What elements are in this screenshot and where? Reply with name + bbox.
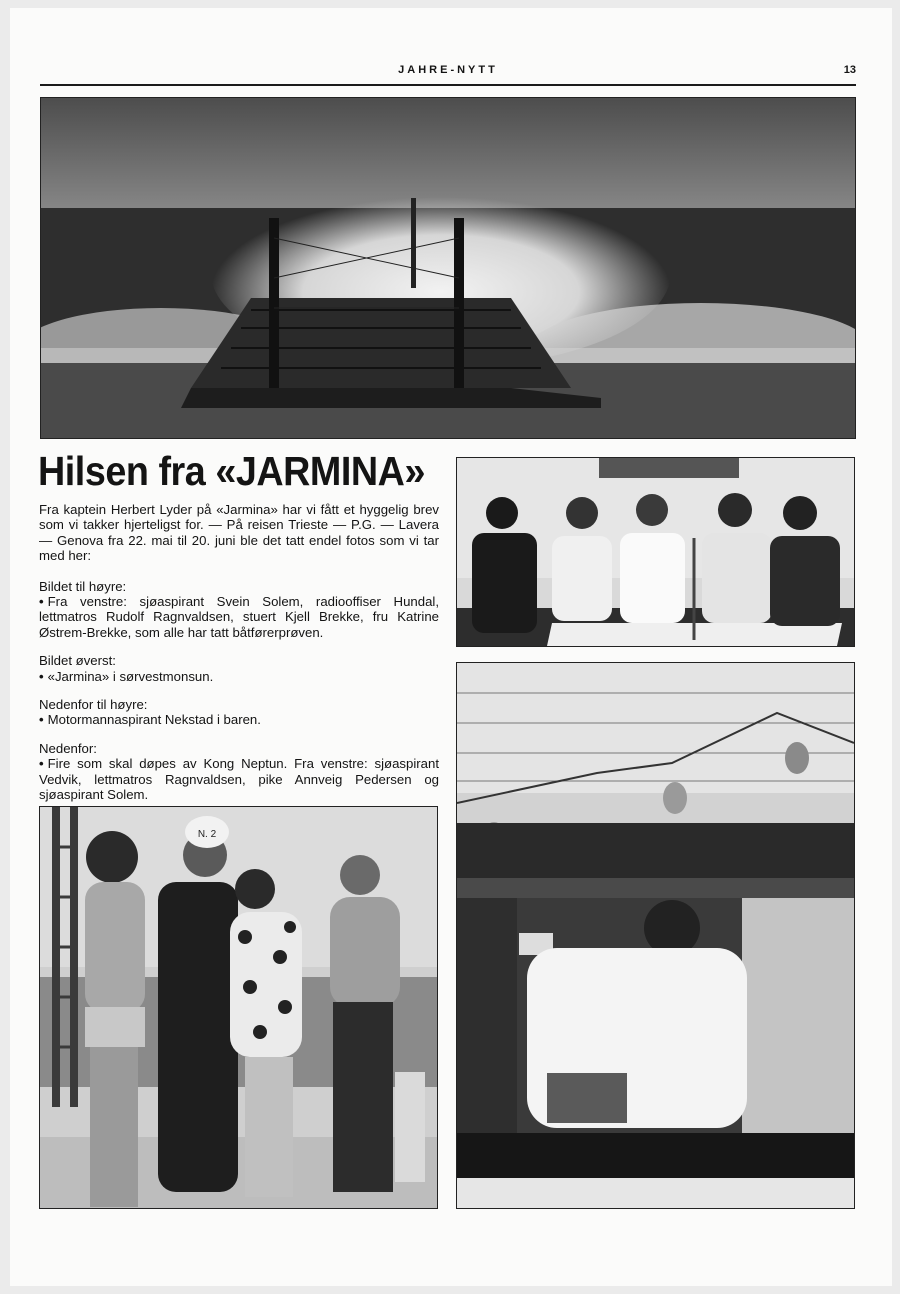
bullet-icon: • <box>39 712 44 728</box>
article-body <box>39 502 439 816</box>
caption-heading: Nedenfor til høyre: <box>39 697 148 713</box>
article-headline: Hilsen fra «JARMINA» <box>38 448 425 494</box>
caption-text: • «Jarmina» i sørvestmonsun. <box>39 668 214 684</box>
caption-heading: Nedenfor: <box>39 740 97 756</box>
bullet-icon: • <box>39 594 44 610</box>
page-number: 13 <box>843 64 856 76</box>
caption-photo-bottom-right <box>39 697 439 728</box>
helmet-text: N. 2 <box>197 829 217 840</box>
journal-name: JAHRE-NYTT <box>398 64 498 76</box>
caption-heading: Bildet til høyre: <box>39 578 127 594</box>
caption-photo-right <box>39 579 439 641</box>
bullet-icon: • <box>39 668 44 684</box>
bartender-photo <box>456 662 855 1209</box>
caption-heading: Bildet øverst: <box>39 653 116 669</box>
running-header <box>40 64 856 86</box>
bullet-icon: • <box>39 756 44 772</box>
caption-photo-top <box>39 653 439 684</box>
tanker-in-monsoon-photo <box>40 97 856 439</box>
caption-text: • Fra venstre: sjøaspirant Svein Solem, radiooffiser Hundal, lettmatros Rudolf Ragnvaldsen, stuert Kjell Brekke, fru Katrine Østrem-Brekke, som alle har tatt båtførerprøven. <box>39 594 439 640</box>
crew-group-photo <box>456 457 855 647</box>
neptune-baptism-photo <box>39 806 438 1209</box>
article-intro: Fra kaptein Herbert Lyder på «Jarmina» har vi fått et hyggelig brev som vi takker hjerteligst for. — På reisen Trieste — P.G. — Lavera — Genova fra 22. mai til 20. juni ble det tatt endel fotos som vi tar med her: <box>39 502 439 564</box>
caption-text: • Fire som skal døpes av Kong Neptun. Fra venstre: sjøaspirant Vedvik, lettmatros Ragnvaldsen, pike Annveig Pedersen og sjøaspirant Solem. <box>39 756 439 803</box>
caption-photo-bottom <box>39 741 439 803</box>
caption-text: • Motormannaspirant Nekstad i baren. <box>39 712 261 728</box>
